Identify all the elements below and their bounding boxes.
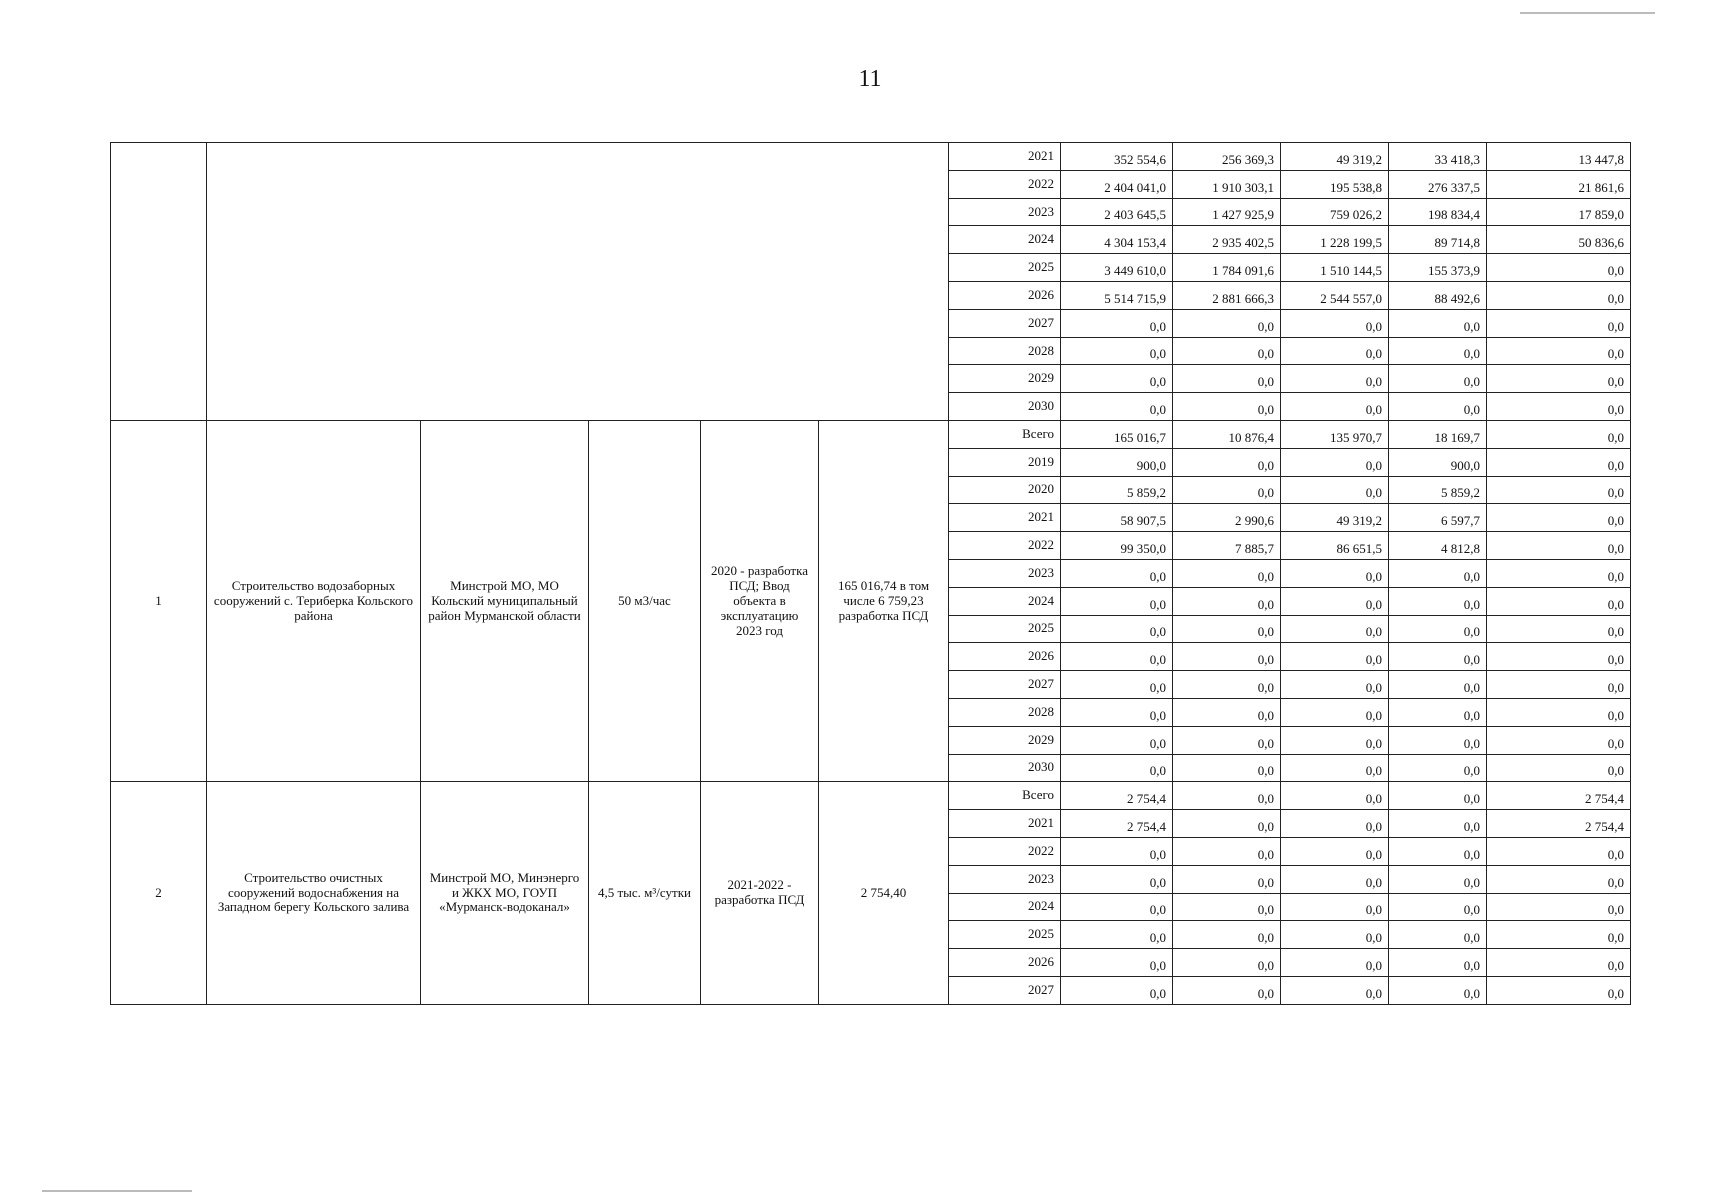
value-cell: 0,0 [1389,587,1487,615]
value-cell: 0,0 [1061,726,1173,754]
value-cell: 1 427 925,9 [1173,198,1281,226]
value-cell: 0,0 [1389,309,1487,337]
year-cell: 2024 [949,893,1061,921]
value-cell: 0,0 [1281,365,1389,393]
value-cell: 0,0 [1061,865,1173,893]
value-cell: 0,0 [1061,615,1173,643]
value-cell: 0,0 [1487,837,1631,865]
value-cell: 0,0 [1281,837,1389,865]
value-cell: 276 337,5 [1389,170,1487,198]
value-cell: 0,0 [1487,420,1631,448]
year-cell: 2020 [949,476,1061,504]
value-cell: 0,0 [1487,365,1631,393]
value-cell: 88 492,6 [1389,281,1487,309]
value-cell: 2 754,4 [1487,782,1631,810]
value-cell: 2 754,4 [1487,810,1631,838]
value-cell: 0,0 [1487,587,1631,615]
year-cell: 2026 [949,643,1061,671]
value-cell: 0,0 [1487,976,1631,1004]
year-cell: 2021 [949,143,1061,171]
value-cell: 0,0 [1389,615,1487,643]
project-name: Строительство водозаборных сооружений с. Териберка Кольского района [207,420,421,781]
value-cell: 759 026,2 [1281,198,1389,226]
value-cell: 4 304 153,4 [1061,226,1173,254]
year-cell: 2027 [949,309,1061,337]
value-cell: 0,0 [1487,615,1631,643]
value-cell: 0,0 [1389,754,1487,782]
value-cell: 256 369,3 [1173,143,1281,171]
value-cell: 0,0 [1061,559,1173,587]
value-cell: 0,0 [1173,476,1281,504]
value-cell: 0,0 [1173,448,1281,476]
value-cell: 89 714,8 [1389,226,1487,254]
year-cell: 2023 [949,198,1061,226]
value-cell: 0,0 [1389,698,1487,726]
year-cell: 2027 [949,976,1061,1004]
value-cell: 3 449 610,0 [1061,254,1173,282]
value-cell: 0,0 [1173,782,1281,810]
year-cell: 2028 [949,698,1061,726]
value-cell: 0,0 [1389,921,1487,949]
value-cell: 0,0 [1487,532,1631,560]
description-cell-empty [207,143,949,421]
value-cell: 155 373,9 [1389,254,1487,282]
value-cell: 0,0 [1487,337,1631,365]
value-cell: 49 319,2 [1281,143,1389,171]
value-cell: 0,0 [1173,587,1281,615]
year-cell: 2030 [949,754,1061,782]
value-cell: 99 350,0 [1061,532,1173,560]
value-cell: 0,0 [1061,309,1173,337]
value-cell: 0,0 [1281,949,1389,977]
year-cell: Всего [949,420,1061,448]
value-cell: 0,0 [1173,698,1281,726]
value-cell: 0,0 [1173,893,1281,921]
value-cell: 21 861,6 [1487,170,1631,198]
value-cell: 0,0 [1281,698,1389,726]
year-cell: Всего [949,782,1061,810]
value-cell: 0,0 [1061,643,1173,671]
value-cell: 0,0 [1281,448,1389,476]
year-cell: 2023 [949,865,1061,893]
value-cell: 86 651,5 [1281,532,1389,560]
value-cell: 0,0 [1061,587,1173,615]
value-cell: 13 447,8 [1487,143,1631,171]
value-cell: 7 885,7 [1173,532,1281,560]
value-cell: 2 935 402,5 [1173,226,1281,254]
page-number: 11 [858,66,882,92]
project-executor: Минстрой МО, Минэнерго и ЖКХ МО, ГОУП «Мурманск-водоканал» [421,782,589,1004]
value-cell: 0,0 [1281,976,1389,1004]
year-cell: 2022 [949,532,1061,560]
value-cell: 0,0 [1061,671,1173,699]
year-cell: 2024 [949,226,1061,254]
value-cell: 0,0 [1173,309,1281,337]
value-cell: 1 510 144,5 [1281,254,1389,282]
value-cell: 0,0 [1487,254,1631,282]
value-cell: 2 404 041,0 [1061,170,1173,198]
value-cell: 0,0 [1487,309,1631,337]
value-cell: 0,0 [1281,393,1389,421]
value-cell: 5 514 715,9 [1061,281,1173,309]
number-cell-empty [111,143,207,421]
value-cell: 0,0 [1173,365,1281,393]
value-cell: 0,0 [1281,476,1389,504]
year-cell: 2025 [949,921,1061,949]
value-cell: 0,0 [1173,754,1281,782]
value-cell: 0,0 [1173,393,1281,421]
value-cell: 900,0 [1061,448,1173,476]
value-cell: 0,0 [1487,671,1631,699]
value-cell: 2 403 645,5 [1061,198,1173,226]
scan-mark [1520,12,1655,14]
value-cell: 0,0 [1061,976,1173,1004]
value-cell: 2 990,6 [1173,504,1281,532]
value-cell: 0,0 [1061,893,1173,921]
value-cell: 5 859,2 [1389,476,1487,504]
value-cell: 0,0 [1061,698,1173,726]
project-period: 2020 - разработка ПСД; Ввод объекта в эксплуатацию 2023 год [701,420,819,781]
value-cell: 58 907,5 [1061,504,1173,532]
value-cell: 0,0 [1281,587,1389,615]
year-cell: 2030 [949,393,1061,421]
project-number: 1 [111,420,207,781]
value-cell: 0,0 [1281,337,1389,365]
value-cell: 0,0 [1487,893,1631,921]
year-cell: 2027 [949,671,1061,699]
value-cell: 0,0 [1487,559,1631,587]
table-row [111,782,1631,810]
value-cell: 0,0 [1487,698,1631,726]
value-cell: 0,0 [1061,365,1173,393]
value-cell: 0,0 [1281,615,1389,643]
year-cell: 2022 [949,837,1061,865]
value-cell: 165 016,7 [1061,420,1173,448]
year-cell: 2024 [949,587,1061,615]
value-cell: 49 319,2 [1281,504,1389,532]
project-number: 2 [111,782,207,1004]
value-cell: 0,0 [1487,921,1631,949]
value-cell: 0,0 [1487,393,1631,421]
value-cell: 0,0 [1487,476,1631,504]
value-cell: 0,0 [1061,754,1173,782]
table-row [111,143,1631,171]
project-period: 2021-2022 - разработка ПСД [701,782,819,1004]
year-cell: 2019 [949,448,1061,476]
value-cell: 33 418,3 [1389,143,1487,171]
project-name: Строительство очистных сооружений водоснабжения на Западном берегу Кольского залива [207,782,421,1004]
value-cell: 0,0 [1281,782,1389,810]
value-cell: 900,0 [1389,448,1487,476]
value-cell: 0,0 [1487,949,1631,977]
value-cell: 0,0 [1389,671,1487,699]
year-cell: 2022 [949,170,1061,198]
value-cell: 0,0 [1281,893,1389,921]
year-cell: 2029 [949,726,1061,754]
value-cell: 2 754,4 [1061,782,1173,810]
value-cell: 0,0 [1389,726,1487,754]
value-cell: 17 859,0 [1487,198,1631,226]
value-cell: 0,0 [1389,782,1487,810]
table-row [111,420,1631,448]
value-cell: 0,0 [1173,726,1281,754]
value-cell: 0,0 [1487,754,1631,782]
value-cell: 1 228 199,5 [1281,226,1389,254]
value-cell: 0,0 [1389,337,1487,365]
value-cell: 0,0 [1281,810,1389,838]
value-cell: 0,0 [1061,393,1173,421]
year-cell: 2026 [949,281,1061,309]
year-cell: 2021 [949,504,1061,532]
value-cell: 0,0 [1173,921,1281,949]
value-cell: 0,0 [1061,337,1173,365]
value-cell: 352 554,6 [1061,143,1173,171]
value-cell: 0,0 [1173,837,1281,865]
project-capacity: 4,5 тыс. м³/сутки [589,782,701,1004]
value-cell: 135 970,7 [1281,420,1389,448]
value-cell: 0,0 [1173,976,1281,1004]
value-cell: 0,0 [1487,504,1631,532]
value-cell: 0,0 [1389,949,1487,977]
value-cell: 0,0 [1061,949,1173,977]
value-cell: 0,0 [1487,281,1631,309]
value-cell: 0,0 [1173,949,1281,977]
value-cell: 0,0 [1061,837,1173,865]
value-cell: 0,0 [1173,337,1281,365]
value-cell: 0,0 [1281,643,1389,671]
value-cell: 0,0 [1389,893,1487,921]
value-cell: 2 544 557,0 [1281,281,1389,309]
value-cell: 0,0 [1061,921,1173,949]
value-cell: 6 597,7 [1389,504,1487,532]
value-cell: 1 784 091,6 [1173,254,1281,282]
project-capacity: 50 м3/час [589,420,701,781]
value-cell: 198 834,4 [1389,198,1487,226]
year-cell: 2021 [949,810,1061,838]
value-cell: 10 876,4 [1173,420,1281,448]
value-cell: 0,0 [1281,754,1389,782]
year-cell: 2025 [949,615,1061,643]
year-cell: 2026 [949,949,1061,977]
value-cell: 0,0 [1389,865,1487,893]
value-cell: 0,0 [1389,393,1487,421]
value-cell: 0,0 [1389,837,1487,865]
value-cell: 0,0 [1173,615,1281,643]
value-cell: 0,0 [1487,865,1631,893]
year-cell: 2029 [949,365,1061,393]
value-cell: 50 836,6 [1487,226,1631,254]
value-cell: 0,0 [1487,448,1631,476]
value-cell: 0,0 [1389,643,1487,671]
value-cell: 0,0 [1389,810,1487,838]
value-cell: 195 538,8 [1281,170,1389,198]
year-cell: 2023 [949,559,1061,587]
value-cell: 0,0 [1173,559,1281,587]
project-executor: Минстрой МО, МО Кольский муниципальный район Мурманской области [421,420,589,781]
value-cell: 0,0 [1487,726,1631,754]
project-cost: 2 754,40 [819,782,949,1004]
scan-mark [42,1190,192,1192]
value-cell: 2 881 666,3 [1173,281,1281,309]
value-cell: 0,0 [1173,865,1281,893]
value-cell: 0,0 [1281,921,1389,949]
value-cell: 0,0 [1281,726,1389,754]
value-cell: 1 910 303,1 [1173,170,1281,198]
value-cell: 2 754,4 [1061,810,1173,838]
year-cell: 2028 [949,337,1061,365]
value-cell: 0,0 [1173,810,1281,838]
project-cost: 165 016,74 в том числе 6 759,23 разработка ПСД [819,420,949,781]
value-cell: 0,0 [1173,671,1281,699]
value-cell: 0,0 [1281,671,1389,699]
value-cell: 0,0 [1389,559,1487,587]
value-cell: 0,0 [1389,976,1487,1004]
year-cell: 2025 [949,254,1061,282]
value-cell: 0,0 [1281,559,1389,587]
investment-table [110,142,1631,1005]
value-cell: 0,0 [1389,365,1487,393]
value-cell: 5 859,2 [1061,476,1173,504]
value-cell: 18 169,7 [1389,420,1487,448]
value-cell: 0,0 [1281,309,1389,337]
value-cell: 0,0 [1173,643,1281,671]
value-cell: 4 812,8 [1389,532,1487,560]
value-cell: 0,0 [1487,643,1631,671]
value-cell: 0,0 [1281,865,1389,893]
